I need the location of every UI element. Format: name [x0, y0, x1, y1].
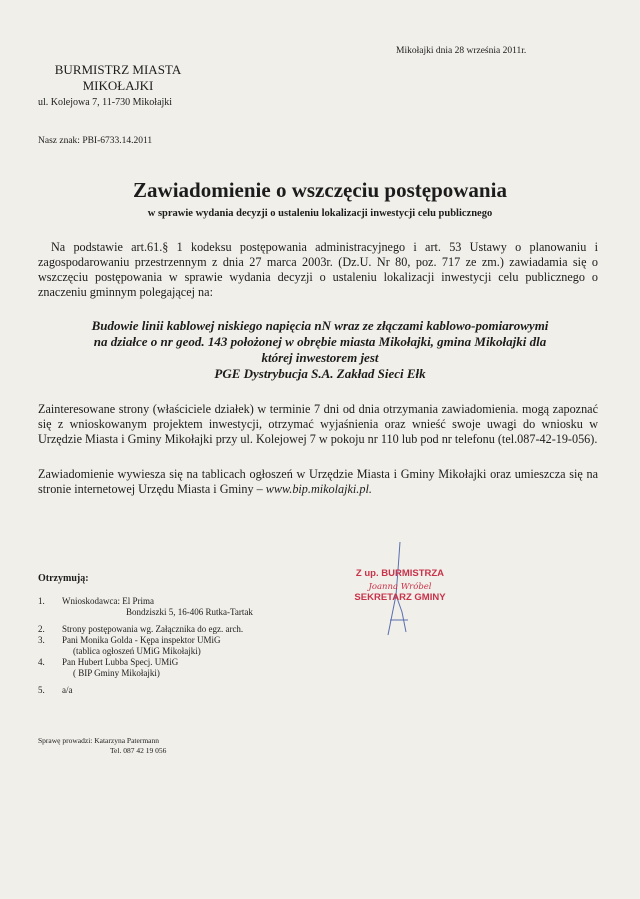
list-item	[38, 596, 253, 607]
item-text: a/a	[62, 685, 73, 695]
recipients-list	[38, 596, 253, 696]
item-number: 2.	[38, 624, 45, 634]
item-text: Wnioskodawca: El Prima	[62, 596, 154, 606]
prepared-by	[38, 736, 166, 756]
item-number: 4.	[38, 657, 45, 667]
publication-paragraph	[38, 467, 598, 497]
office-address: ul. Kolejowa 7, 11-730 Mikołajki	[38, 97, 173, 108]
stamp-line-1: Z up. BURMISTRZA	[355, 568, 445, 579]
document-subtitle: w sprawie wydania decyzji o ustaleniu lokalizacji inwestycji celu publicznego	[147, 208, 493, 219]
investment-subject	[30, 318, 610, 382]
issuing-office	[38, 62, 198, 111]
item-text-continued: Bondziszki 5, 16-406 Rutka-Tartak	[126, 607, 253, 617]
parties-paragraph: Zainteresowane strony (właściciele działek) w terminie 7 dni od dnia otrzymania zawiadomienia. mogą zapoznać się z wnioskowanym projektem inwestycji, otrzymać wyjaśnienia oraz wnieść swoje uwagi do wniosku w Urzędzie Miasta i Gminy Mikołajki przy ul. Kolejowej 7 w pokoju nr 110 lub pod nr telefonu (tel.087-42-19-056).	[38, 402, 598, 446]
signature-stamp	[340, 568, 460, 603]
subject-line-4: PGE Dystrybucja S.A. Zakład Sieci Ełk	[214, 366, 426, 381]
office-title-line1: BURMISTRZ MIASTA	[54, 62, 182, 77]
list-item	[38, 685, 253, 696]
prepared-by-name: Sprawę prowadzi: Katarzyna Patermann	[38, 736, 159, 745]
item-number: 1.	[38, 596, 45, 606]
item-number: 5.	[38, 685, 45, 695]
list-item	[38, 624, 253, 635]
subject-line-3: której inwestorem jest	[261, 350, 379, 365]
website-link[interactable]: www.bip.mikolajki.pl.	[265, 482, 372, 496]
publication-text: Zawiadomienie wywiesza się na tablicach ogłoszeń w Urzędzie Miasta i Gminy Mikołajki oraz umieszcza się na stronie internetowej Urzędu Miasta i Gminy –	[38, 467, 598, 496]
item-text-continued: ( BIP Gminy Mikołajki)	[73, 668, 160, 678]
subject-line-2: na działce o nr geod. 143 położonej w obrębie miasta Mikołajki, gmina Mikołajki dla	[93, 334, 547, 349]
item-text: Pan Hubert Lubba Specj. UMiG	[62, 657, 179, 667]
document-date: Mikołajki dnia 28 września 2011r.	[396, 46, 527, 56]
list-item	[38, 657, 253, 668]
stamp-line-2: SEKRETARZ GMINY	[354, 592, 446, 603]
item-number: 3.	[38, 635, 45, 645]
handwritten-name: Joanna Wróbel	[368, 582, 432, 592]
recipients-heading: Otrzymują:	[38, 573, 89, 584]
document-title: Zawiadomienie o wszczęciu postępowania	[133, 178, 507, 202]
item-text: Pani Monika Golda - Kępa inspektor UMiG	[62, 635, 221, 645]
office-title-line2: MIKOŁAJKI	[82, 78, 154, 93]
item-text-continued: (tablica ogłoszeń UMiG Mikołajki)	[73, 646, 201, 656]
subject-line-1: Budowie linii kablowej niskiego napięcia nN wraz ze złączami kablowo-pomiarowymi	[91, 318, 549, 333]
reference-number: Nasz znak: PBI-6733.14.2011	[38, 136, 153, 146]
list-item	[38, 635, 253, 646]
legal-basis-paragraph: Na podstawie art.61.§ 1 kodeksu postępowania administracyjnego i art. 53 Ustawy o planowaniu i zagospodarowaniu przestrzennym z dnia 27 marca 2003r. (Dz.U. Nr 80, poz. 717 ze zm.) zawiadamia się o wszczęciu postępowania w sprawie wydania decyzji o ustaleniu lokalizacji inwestycji celu publicznego o znaczeniu gminnym polegającej na:	[38, 240, 598, 299]
item-text: Strony postępowania wg. Załącznika do egz. arch.	[62, 624, 244, 634]
prepared-by-phone: Tel. 087 42 19 056	[110, 746, 167, 755]
